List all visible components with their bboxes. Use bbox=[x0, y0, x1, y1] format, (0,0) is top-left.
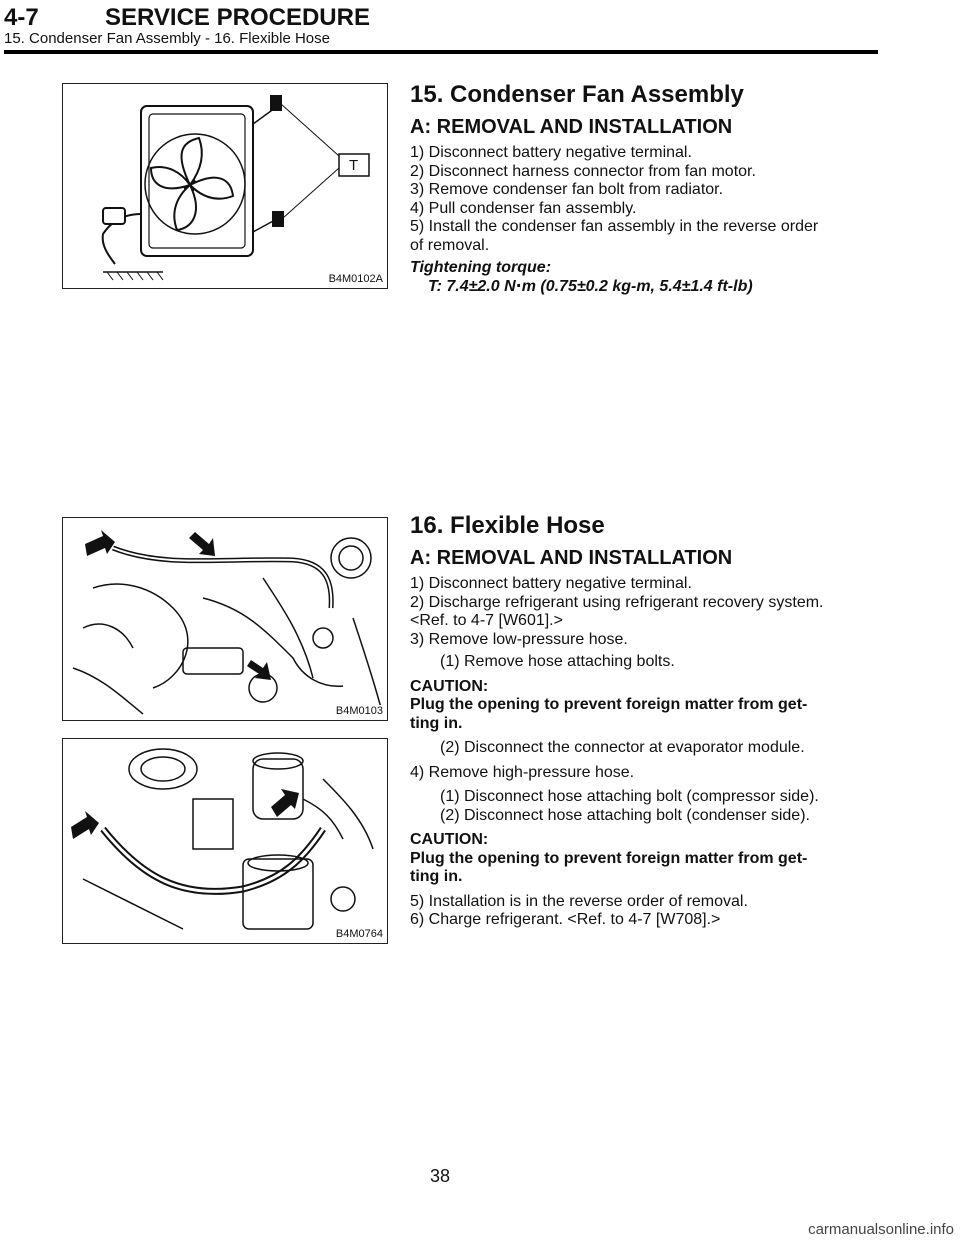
step: 2) Disconnect harness connector from fan motor. bbox=[410, 162, 756, 180]
figure-low-pressure-hose bbox=[62, 517, 388, 721]
section-heading: 16. Flexible Hose bbox=[410, 512, 605, 539]
engine-bay-illustration bbox=[63, 518, 387, 720]
header-rule bbox=[4, 50, 878, 54]
figure-caption: B4M0102A bbox=[328, 273, 383, 285]
torque-label: Tightening torque: bbox=[410, 259, 552, 276]
figure-caption: B4M0764 bbox=[335, 928, 383, 940]
step: 5) Installation is in the reverse order of removal. bbox=[410, 892, 748, 910]
substep: (1) Remove hose attaching bolts. bbox=[440, 653, 675, 670]
substep: (2) Disconnect the connector at evaporator module. bbox=[440, 739, 805, 756]
step: 2) Discharge refrigerant using refrigerant recovery system. bbox=[410, 593, 824, 611]
section-code: 4-7 bbox=[4, 4, 39, 31]
caution-text: Plug the opening to prevent foreign matter from get- bbox=[410, 849, 808, 867]
step: 4) Pull condenser fan assembly. bbox=[410, 199, 637, 217]
step: 4) Remove high-pressure hose. bbox=[410, 763, 635, 781]
section-subheading: A: REMOVAL AND INSTALLATION bbox=[410, 116, 733, 138]
step: 1) Disconnect battery negative terminal. bbox=[410, 575, 692, 592]
figure-condenser-fan bbox=[62, 83, 388, 289]
section-heading: 15. Condenser Fan Assembly bbox=[410, 81, 744, 108]
step: 3) Remove condenser fan bolt from radiator. bbox=[410, 181, 724, 198]
reference-link[interactable]: <Ref. to 4-7 [W601].> bbox=[410, 612, 563, 629]
fig-label-torque: T bbox=[349, 157, 359, 174]
engine-bay-illustration bbox=[63, 739, 387, 943]
caution-text: ting in. bbox=[410, 868, 463, 885]
section-15 bbox=[410, 80, 880, 296]
step: 5) Install the condenser fan assembly in the reverse order bbox=[410, 218, 819, 235]
section-subheading: A: REMOVAL AND INSTALLATION bbox=[410, 547, 733, 569]
substep: (2) Disconnect hose attaching bolt (condenser side). bbox=[440, 806, 810, 824]
step: 1) Disconnect battery negative terminal. bbox=[410, 144, 692, 161]
page-number: 38 bbox=[429, 1166, 451, 1186]
condenser-fan-illustration bbox=[63, 84, 387, 288]
step: of removal. bbox=[410, 236, 490, 254]
step: 3) Remove low-pressure hose. bbox=[410, 630, 628, 648]
caution-label: CAUTION: bbox=[410, 677, 489, 695]
caution-label: CAUTION: bbox=[410, 831, 489, 848]
page-subtitle: 15. Condenser Fan Assembly - 16. Flexible Hose bbox=[4, 30, 330, 47]
page-title: SERVICE PROCEDURE bbox=[105, 4, 370, 31]
figure-high-pressure-hose bbox=[62, 738, 388, 944]
substep: (1) Disconnect hose attaching bolt (compressor side). bbox=[440, 788, 819, 805]
step: 6) Charge refrigerant. <Ref. to 4-7 [W708].> bbox=[410, 911, 721, 928]
watermark: carmanualsonline.info bbox=[808, 1221, 954, 1238]
caution-text: Plug the opening to prevent foreign matter from get- bbox=[410, 696, 808, 713]
caution-text: ting in. bbox=[410, 714, 463, 732]
figure-caption: B4M0103 bbox=[335, 705, 383, 717]
section-16 bbox=[410, 511, 880, 930]
torque-value: T: 7.4±2.0 N⋅m (0.75±0.2 kg-m, 5.4±1.4 ft-lb) bbox=[428, 277, 753, 295]
